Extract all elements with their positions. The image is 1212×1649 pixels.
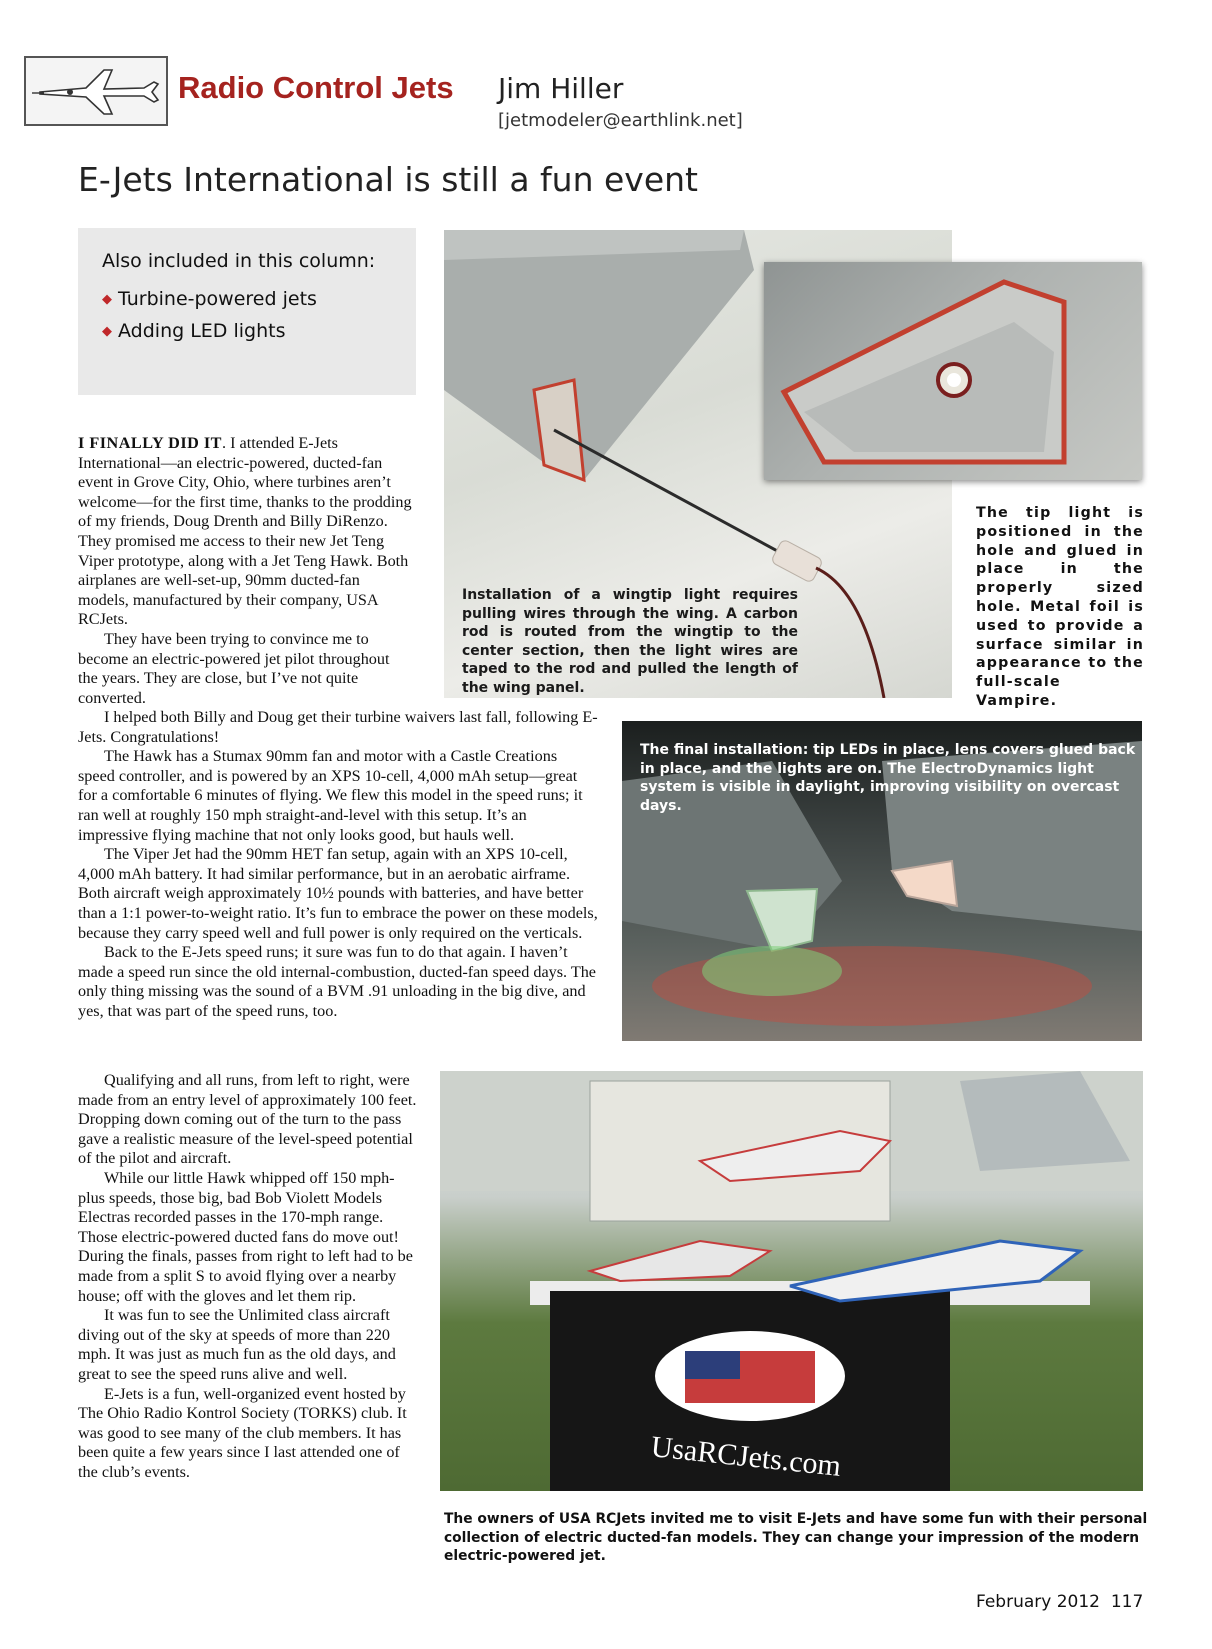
article-paragraph: The Hawk has a Stumax 90mm fan and motor with a Castle Creations speed controller, and is powered by an XPS 10-cell, 4,000 mAh setup—great for a comfortable 6 minutes of flying. We flew this model in the speed runs; it ran well at roughly 150 mph straight-and-level with this setup. It’s an impressive flying machine that not only looks good, but hauls well. — [78, 747, 583, 844]
article-paragraph: I helped both Billy and Doug get their turbine waivers last fall, following E-Jets. Congratulations! — [78, 708, 598, 746]
article-headline: E-Jets International is still a fun event — [78, 160, 698, 199]
contents-item-label: Turbine-powered jets — [118, 288, 317, 310]
author-email[interactable]: [jetmodeler@earthlink.net] — [498, 110, 743, 131]
display-table-illustration — [440, 1071, 1143, 1491]
article-paragraph: The Viper Jet had the 90mm HET fan setup, again with an XPS 10-cell, 4,000 mAh battery. It had similar performance, but in an aerobatic airframe. Both aircraft weigh approximately 10½ pounds with batteries, and have better than a 1:1 power-to-weight ratio. It’s fun to embrace the power on these models, because they carry speed well and full power is only required on the verticals. — [78, 845, 598, 942]
issue-date: February 2012 — [976, 1592, 1100, 1612]
contents-title: Also included in this column: — [102, 250, 376, 272]
author-name: Jim Hiller — [498, 72, 624, 105]
page-number: 117 — [1110, 1592, 1144, 1612]
article-body-column-2 — [78, 708, 598, 1022]
article-paragraph: E-Jets is a fun, well-organized event hosted by The Ohio Radio Kontrol Society (TORKS) club. It was good to see many of the club members. It has been quite a few years since I last attended one of the club’s events. — [78, 1384, 407, 1481]
tip-light-illustration — [764, 262, 1142, 480]
photo-caption: The owners of USA RCJets invited me to visit E-Jets and have some fun with their personal collection of electric ducted-fan models. They can change your impression of the modern electric-powered jet. — [444, 1511, 1148, 1565]
article-paragraph: They have been trying to convince me to become an electric-powered jet pilot throughout the years. They are close, but I’ve not quite converted. — [78, 629, 390, 707]
article-lead: I FINALLY DID IT — [78, 434, 222, 452]
article-paragraph: While our little Hawk whipped off 150 mph-plus speeds, those big, bad Bob Violett Models Electras recorded passes in the 170-mph range. Those electric-powered ducted fans do move out! During the finals, passes from right to left had to be made from a split S to avoid flying over a nearby house; off with the gloves and let them rip. — [78, 1168, 413, 1305]
banner-text: UsaRCJets.com — [649, 1430, 843, 1483]
column-logo — [24, 56, 168, 126]
contents-item — [102, 320, 392, 342]
bullet-icon: ◆ — [102, 292, 112, 307]
photo-tip-light-closeup — [764, 262, 1142, 480]
article-paragraph: Qualifying and all runs, from left to right, were made from an entry level of approximately 100 feet. Dropping down coming out of the turn to the pass gave a realistic measure of the level-speed potential of the pilot and aircraft. — [78, 1071, 417, 1168]
photo-caption: Installation of a wingtip light requires pulling wires through the wing. A carbon rod is routed from the wingtip to the center section, then the light wires are taped to the rod and pulled the length of the wing panel. — [462, 587, 798, 696]
photo-caption: The final installation: tip LEDs in place, lens covers glued back in place, and the lights are on. The ElectroDynamics light system is visible in daylight, improving visibility on overcast days. — [640, 742, 1136, 814]
article-paragraph: Back to the E-Jets speed runs; it sure was fun to do that again. I haven’t made a speed run since the old internal-combustion, ducted-fan speed days. The only thing missing was the sound of a BVM .91 unloading in the big dive, and yes, that was part of the speed runs, too. — [78, 943, 596, 1020]
article-paragraph: I FINALLY DID IT. I attended E-Jets International—an electric-powered, ducted-fan event in Grove City, Ohio, where turbines aren’t welcome—for the first time, thanks to the prodding of my friends, Doug Drenth and Billy DiRenzo. They promised me access to their new Jet Teng Viper prototype, along with a Jet Teng Hawk. Both airplanes are well-set-up, 90mm ducted-fan models, manufactured by their company, USA RCJets. — [78, 434, 412, 629]
page-footer — [976, 1592, 1143, 1612]
photo-usarcjets-display — [440, 1071, 1143, 1491]
article-body-column-1 — [78, 434, 413, 708]
bullet-icon: ◆ — [102, 324, 112, 339]
column-contents-box — [78, 228, 416, 395]
article-body-column-3 — [78, 1071, 418, 1482]
column-title: Radio Control Jets — [178, 70, 454, 105]
contents-item-label: Adding LED lights — [118, 320, 286, 342]
photo-caption: The tip light is positioned in the hole and glued in place in the properly sized hole. Metal foil is used to provide a surface similar in appearance to the full-scale Vampire. — [976, 505, 1144, 709]
contents-item — [102, 288, 392, 310]
jet-airplane-icon — [26, 58, 166, 124]
article-paragraph: It was fun to see the Unlimited class aircraft diving out of the sky at speeds of more than 220 mph. It was just as much fun as the old days, and great to see the speed runs alive and well. — [78, 1306, 396, 1383]
